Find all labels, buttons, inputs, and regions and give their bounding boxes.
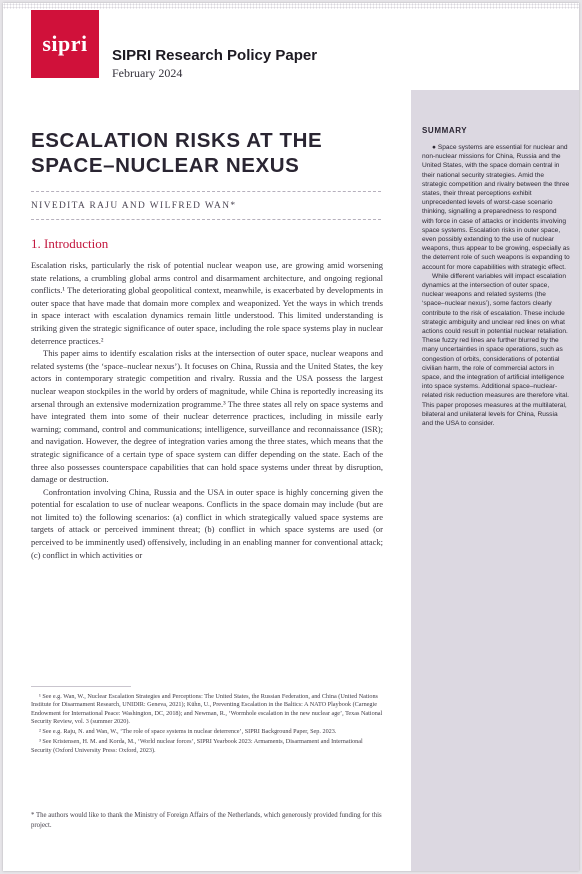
footnote: ¹ See e.g. Wan, W., Nuclear Escalation Strategies and Perceptions: The United States, the Russian Federation, and China (United Nations Institute for Disarmament Research, UNIDIR: Geneva, 2021); Kühn, U., Preventing Escalation in the Baltics: A NATO Playbook (Carnegie Endowment for International Peace: Washington, DC, 2018); and Newman, R., ‘Wormhole escalation in the new nuclear age’, Texas National Security Review, vol. 3 (summer 2020). — [31, 693, 383, 725]
summary-paragraph: While different variables will impact escalation dynamics at the intersection of outer space, nuclear weapons and related systems (the ‘space–nuclear nexus’), some factors clearly contribute to the risk of escalation. These include strategic ambiguity and unclear red lines on what actions could result in potential nuclear retaliation. These fuzzy red lines are further blurred by the many uncertainties in space operations, such as congestion of orbits, considerations of potential civilian harm, the role of commercial actors in space, and the integration of artificial intelligence into space systems. Additional space–nuclear-related risk reduction measures are therefore vital. This paper proposes measures at the multilateral, bilateral and unilateral levels for China, Russia and the USA to consider. — [422, 272, 569, 428]
section-heading: 1. Introduction — [31, 236, 109, 251]
body-paragraph: This paper aims to identify escalation risks at the intersection of outer space, nuclear weapons and related systems (the ‘space–nuclear nexus’). It focuses on China, Russia and the United States, the key actors in contemporary strategic competition and rivalry. Russia and the USA possess the largest nuclear weapon stockpiles in the world by orders of magnitude, while China is reportedly increasing its arsenal through an extensive modernization programme.³ The three states all rely on space systems and have integrated them into some of their nuclear deterrence practices, including in missile early warning; command, control and communications; intelligence, surveillance and reconnaissance (ISR); and navigation. However, the degree of integration varies among the three states, which means that the strategic significance of a certain type of space system can differ depending on the state. Each of the three also possesses counterspace capabilities that can hold space systems under threat by disruption, damage or destruction. — [31, 348, 383, 485]
footnotes — [31, 693, 383, 757]
footnote-divider — [31, 686, 131, 687]
summary-heading: SUMMARY — [422, 126, 468, 135]
paper-title: ESCALATION RISKS AT THE SPACE–NUCLEAR NEXUS — [31, 129, 323, 177]
summary-paragraph: ● Space systems are essential for nuclear and non-nuclear missions for China, Russia and the United States, with the space domain central in their national security strategies. Amid the strategic competition and rivalry between the three states, their threat perceptions exhibit unprecedented levels of worst-case scenario thinking, signalling a preparedness to respond with force in case of attacks or incidents involving space systems. Escalation risks in outer space, even possibly extending to the use of nuclear weapons, thus appear to be growing, especially as the deterrent role of such weapons is expanding to account for more capabilities with strategic effect. — [422, 144, 570, 271]
body-text — [31, 259, 383, 561]
publication-date: February 2024 — [112, 66, 183, 80]
body-paragraph: Confrontation involving China, Russia and the USA in outer space is highly concerning given the potential for escalation to use of nuclear weapons. Conflicts in the space domain may include (but are not limited to) the following scenarios: (a) conflict in which strategically valued space systems are targets of attack or perceived imminent threat; (b) conflict in which space systems are used (or perceived to be imminently used) offensively, including in an enabling manner for conventional attack; (c) conflict in which activities or — [31, 486, 383, 560]
author-divider — [31, 219, 381, 220]
paper-authors: NIVEDITA RAJU AND WILFRED WAN* — [31, 201, 237, 211]
document-page — [3, 3, 579, 871]
acknowledgement-note: * The authors would like to thank the Ministry of Foreign Affairs of the Netherlands, which generously provided funding for this project. — [31, 812, 382, 829]
summary-text — [422, 143, 570, 428]
sipri-logo: sipri — [31, 10, 99, 78]
footnote: ² See e.g. Raju, N. and Wan, W., ‘The role of space systems in nuclear deterrence’, SIPRI Background Paper, Sep. 2023. — [39, 728, 337, 736]
body-paragraph: Escalation risks, particularly the risk of potential nuclear weapon use, are growing amid worsening state relations, a crumbling global arms control and disarmament architecture, and ongoing regional conflicts.¹ The deteriorating global geopolitical context, meanwhile, is exacerbated by developments in outer space that have made that domain more complex and weaponized. Yet the ways in which trends in space interact with escalation dynamics remain little understood. This limited understanding is striking given the strategic significance of outer space, including the role space systems play in nuclear deterrence practices.² — [31, 260, 383, 346]
dotted-header-band — [3, 3, 579, 9]
series-title: SIPRI Research Policy Paper — [112, 47, 318, 64]
footnote: ³ See Kristensen, H. M. and Korda, M., ‘World nuclear forces’, SIPRI Yearbook 2023: Armaments, Disarmament and International Security (Oxford University Press: Oxford, 2023). — [31, 738, 363, 754]
title-divider — [31, 191, 381, 192]
